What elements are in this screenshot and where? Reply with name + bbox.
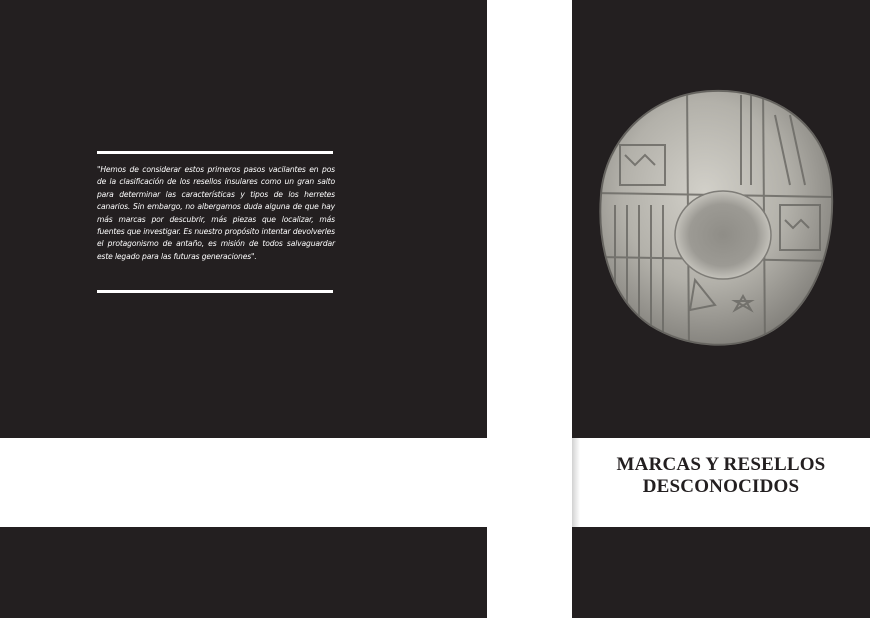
right-page-bottom-band — [572, 527, 870, 618]
coin-image — [595, 85, 835, 350]
quote-bottom-rule — [97, 290, 333, 293]
left-page-bottom-band — [0, 527, 487, 618]
quote-text: "Hemos de considerar estos primeros pasos vacilantes en pos de la clasificación de los resellos insulares como un gran salto para determinar las características y tipos de los herretes canarios. Sin embargo, no albergamos duda alguna de que hay más marcas por descubrir, más piezas que localizar, más fuentes que investigar. Es nuestro propósito intentar devolverles el protagonismo de antaño, es misión de todos salvaguardar este legado para las futuras generaciones". — [97, 165, 335, 261]
title-line-1: MARCAS Y RESELLOS — [616, 454, 826, 475]
title-line-2: DESCONOCIDOS — [642, 476, 800, 497]
quote-top-rule — [97, 151, 333, 154]
book-title — [572, 454, 870, 498]
